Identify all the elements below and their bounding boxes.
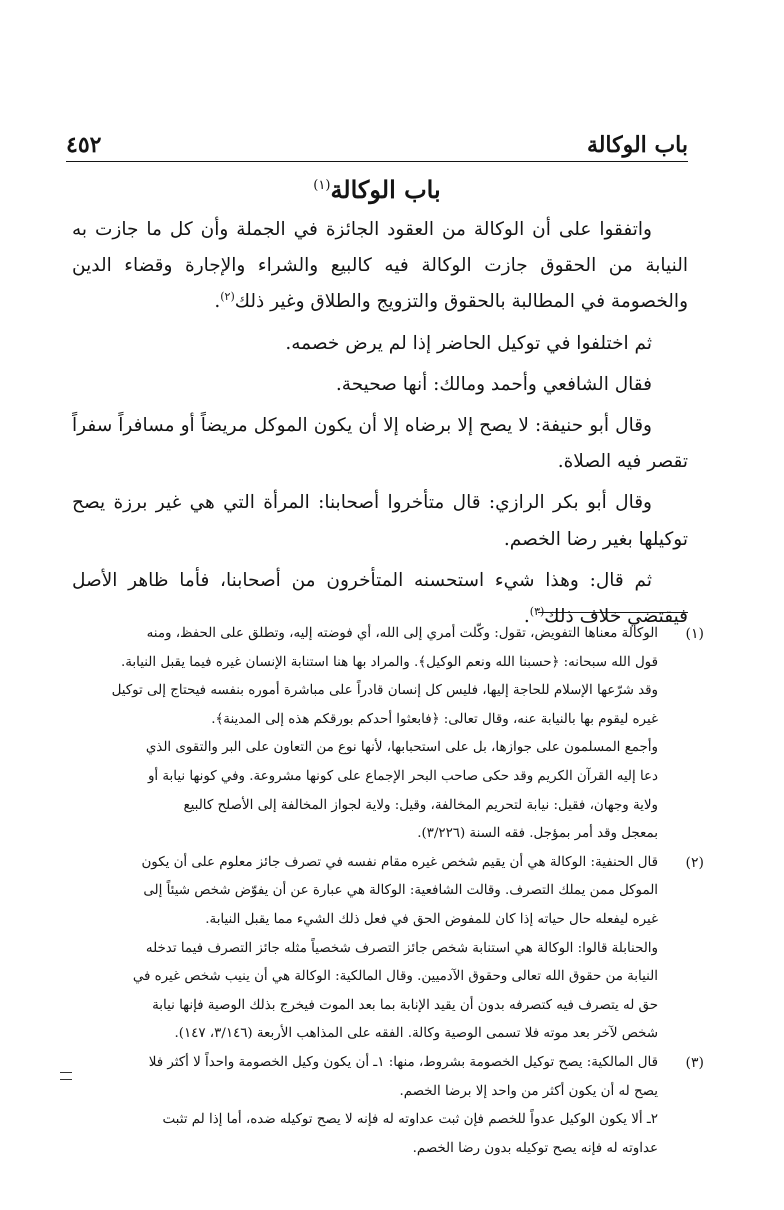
running-header [66, 124, 688, 158]
paragraph: ثم قال: وهذا شيء استحسنه المتأخرون من أصحابنا، فأما ظاهر الأصل فيقتضي خلاف ذلك$^{(٣)}$. [72, 569, 688, 628]
footnote-separator [538, 612, 688, 613]
chapter-title [66, 166, 688, 210]
footnote-ref: (٣) [529, 604, 545, 618]
footnote-text: قال المالكية: يصح توكيل الخصومة بشروط، منها: ١ـ أن يكون وكيل الخصومة واحداً لا أكثر فلا يصح له أن يكون أكثر من واحد إلا برضا الخصم. ٢ـ ألا يكون الوكيل عدواً للخصم فإن ثبت عداوته له فإنه لا يصح توكيله ضده، أما إذا لم تثبت عداوته له فإنه يصح توكيله بدون رضا الخصم. [148, 1054, 658, 1156]
paragraph: فقال الشافعي وأحمد ومالك: أنها صحيحة. [335, 373, 652, 395]
header-rule [66, 161, 688, 162]
paragraph: وقال أبو بكر الرازي: قال متأخروا أصحابنا: المرأة التي هي غير برزة يصح توكيلها بغير رضا الخصم. [72, 492, 688, 550]
margin-mark [60, 1072, 72, 1080]
running-title: باب الوكالة [586, 132, 688, 158]
main-text [72, 212, 688, 640]
footnotes [70, 620, 704, 1163]
footnote-text: قال الحنفية: الوكالة هي أن يقيم شخص غيره مقام نفسه في تصرف جائز معلوم على أن يكون الموكل ممن يملك التصرف. وقالت الشافعية: الوكالة هي عبارة عن أن يفوّض شخص شيئاً إلى غيره ليفعله حال حياته إذا كان للمفوض الحق في فعل ذلك الشيء مما يقبل النيابة. والحنابلة قالوا: الوكالة هي استنابة شخص جائز التصرف شخصياً مثله جائز التصرف فيما تدخله النيابة من حقوق الله تعالى وحقوق الآدميين. وقال المالكية: الوكالة هي أن ينيب شخص غيره في حق له يتصرف فيه كتصرفه بدون أن يقيد الإنابة بما بعد الموت فيخرج بذلك الوصية فإنها نيابة شخص لآخر بعد موته فلا تسمى الوصية وكالة. الفقه على المذاهب الأربعة (٣/١٤٦، ١٤٧). [132, 854, 658, 1042]
chapter-footnote-marker: (١) [313, 178, 331, 193]
paragraph: واتفقوا على أن الوكالة من العقود الجائزة في الجملة وأن كل ما جازت به النيابة من الحقوق جازت الوكالة فيه كالبيع والشراء والإجارة وقضاء الدين والخصومة في المطالبة بالحقوق والتزويج والطلاق وغير ذلك$^{(٢)}$. [72, 219, 688, 313]
footnote-ref: (٢) [220, 290, 235, 304]
footnote-number: (٣) [685, 1054, 704, 1071]
footnote [70, 1049, 704, 1163]
footnote [70, 849, 704, 1049]
paragraph: وقال أبو حنيفة: لا يصح إلا برضاه إلا أن يكون الموكل مريضاً أو مسافراً سفراً تقصر فيه الصلاة. [72, 415, 688, 473]
footnote [70, 620, 704, 849]
page-number: ٤٥٢ [66, 132, 102, 158]
chapter-title-text: باب الوكالة [330, 175, 441, 204]
paragraph: ثم اختلفوا في توكيل الحاضر إذا لم يرض خصمه. [285, 332, 652, 354]
footnote-number: (١) [685, 626, 704, 642]
footnote-text: الوكالة معناها التفويض، تقول: وكّلت أمري إلى الله، أي فوضته إليه، وتطلق على الحفظ، ومنه قول الله سبحانه: ﴿حسبنا الله ونعم الوكيل﴾. والمراد بها هنا استنابة الإنسان غيره فيما يقبل النيابة. وقد شرّعها الإسلام للحاجة إليها، فليس كل إنسان قادراً على مباشرة أموره بنفسه فيحتاج إلى توكيل غيره ليقوم بها بالنيابة عنه، وقال تعالى: ﴿فابعثوا أحدكم بورقكم هذه إلى المدينة﴾. وأجمع المسلمون على جوازها، بل على استحبابها، لأنها نوع من التعاون على البر والتقوى الذي دعا إليه القرآن الكريم وقد حكى صاحب البحر الإجماع على كونها مشروعة. وفي كونها نيابة أو ولاية وجهان، فقيل: نيابة لتحريم المخالفة، وقيل: ولاية لجواز المخالفة إلى الأصلح كالبيع بمعجل وقد أمر بمؤجل. فقه السنة (٣/٢٢٦). [111, 626, 658, 842]
footnote-number: (٢) [685, 854, 704, 871]
